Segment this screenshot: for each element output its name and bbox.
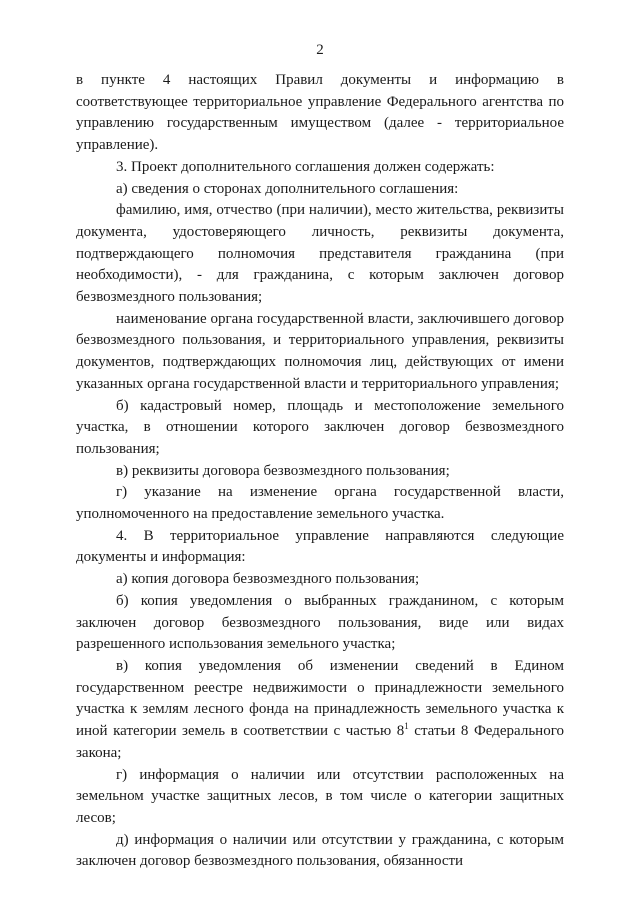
paragraph-item-3v: в) реквизиты договора безвозмездного пользования; [116,462,450,479]
paragraph-citizen-details: фамилию, имя, отчество (при наличии), место жительства, реквизиты документа, удостоверяющего личность, реквизиты документа, подтверждающего полномочия представителя гражданина (при необходимости), - для гражданина, с которым заключен договор безвозмездного пользования; [76,202,564,306]
paragraph-item-4v [76,656,564,765]
paragraph-item-3b: б) кадастровый номер, площадь и местоположение земельного участка, в отношении которого заключен договор безвозмездного пользования; [76,397,564,457]
paragraph-item-4a: а) копия договора безвозмездного пользования; [116,571,420,588]
page-number: 2 [316,42,324,58]
paragraph-item-4b: б) копия уведомления о выбранных гражданином, с которым заключен договор безвозмездного пользования, виде или видах разрешенного использования земельного участка; [76,592,564,653]
paragraph-item-4g: г) информация о наличии или отсутствии расположенных на земельном участке защитных лесов, в том числе о категории защитных лесов; [76,766,564,826]
paragraph-continuation: в пункте 4 настоящих Правил документы и информацию в соответствующее территориальное управление Федерального агентства по управлению государственным имуществом (далее - территориальное управление). [76,72,564,154]
paragraph-item-4v-text: в) копия уведомления об изменении сведений в Едином государственном реестре недвижимости о принадлежности земельного участка к землям лесного фонда на принадлежность земельного участка к иной категории земель в соответствии с частью 8 [76,657,564,740]
superscript-one: 1 [404,721,409,732]
paragraph-item-4v-tail: статьи 8 Федерального закона; [76,723,564,761]
paragraph-item-3a: а) сведения о сторонах дополнительного соглашения: [116,180,459,197]
document-body [76,70,564,873]
paragraph-item-4: 4. В территориальное управление направляются следующие документы и информация: [76,527,564,566]
paragraph-item-4d: д) информация о наличии или отсутствии у гражданина, с которым заключен договор безвозмездного пользования, обязанности [76,831,564,870]
paragraph-authority-details: наименование органа государственной власти, заключившего договор безвозмездного пользования, и территориального управления, реквизиты документов, подтверждающих полномочия лиц, действующих от имени указанных органа государственной власти и территориального управления; [76,310,564,392]
paragraph-item-3g: г) указание на изменение органа государственной власти, уполномоченного на предоставление земельного участка. [76,484,564,523]
paragraph-item-3: 3. Проект дополнительного соглашения должен содержать: [116,158,495,175]
